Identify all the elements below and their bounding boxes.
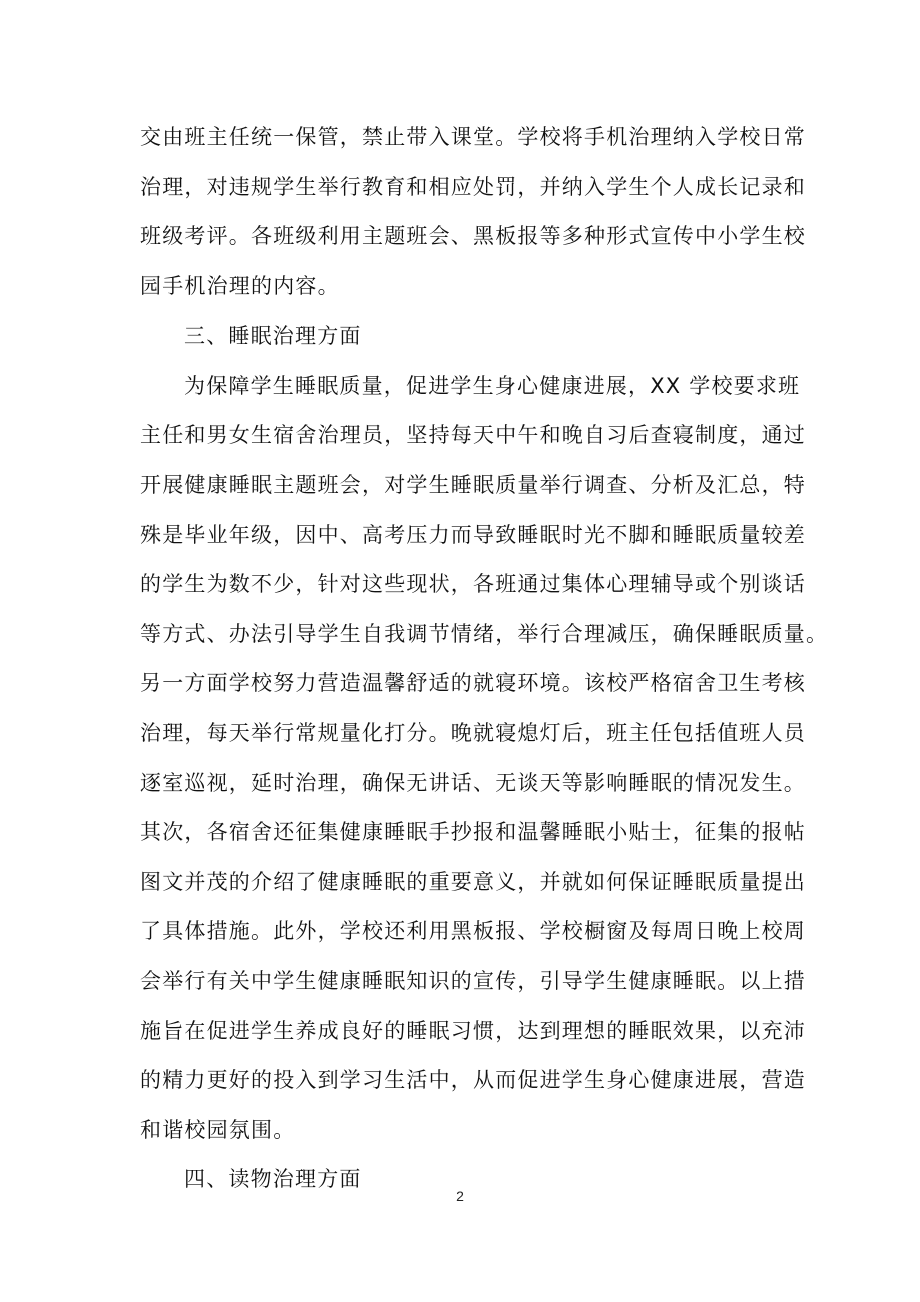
text-line: 交由班主任统一保管，禁止带入课堂。学校将手机治理纳入学校日常	[140, 125, 806, 149]
page-number: 2	[456, 1188, 464, 1204]
text-line: 会举行有关中学生健康睡眠知识的宣传，引导学生健康睡眠。以上措	[140, 969, 806, 993]
text-line: 殊是毕业年级，因中、高考压力而导致睡眠时光不脚和睡眠质量较差	[140, 523, 806, 547]
text-line: 逐室巡视，延时治理，确保无讲话、无谈天等影响睡眠的情况发生。	[140, 771, 806, 795]
text-line: 了具体措施。此外，学校还利用黑板报、学校橱窗及每周日晚上校周	[140, 919, 806, 943]
text-line: 治理，对违规学生举行教育和相应处罚，并纳入学生个人成长记录和	[140, 175, 806, 199]
text-line: 图文并茂的介绍了健康睡眠的重要意义，并就如何保证睡眠质量提出	[140, 870, 806, 894]
text-line: 园手机治理的内容。	[140, 274, 340, 298]
text-line: 班级考评。各班级利用主题班会、黑板报等多种形式宣传中小学生校	[140, 224, 806, 248]
text-line: 和谐校园氛围。	[140, 1118, 296, 1142]
section-heading-sleep: 三、睡眠治理方面	[184, 324, 362, 348]
text-line: 主任和男女生宿舍治理员，坚持每天中午和晚自习后查寝制度，通过	[140, 423, 806, 447]
text-line: 的精力更好的投入到学习生活中，从而促进学生身心健康进展，营造	[140, 1068, 806, 1092]
text-line: 为保障学生睡眠质量，促进学生身心健康进展，XX 学校要求班	[184, 374, 801, 398]
text-line: 等方式、办法引导学生自我调节情绪，举行合理减压，确保睡眠质量。	[140, 622, 829, 646]
text-line: 施旨在促进学生养成良好的睡眠习惯，达到理想的睡眠效果，以充沛	[140, 1019, 806, 1043]
text-line: 开展健康睡眠主题班会，对学生睡眠质量举行调查、分析及汇总，特	[140, 473, 806, 497]
text-line: 治理，每天举行常规量化打分。晚就寝熄灯后，班主任包括值班人员	[140, 721, 806, 745]
section-heading-reading: 四、读物治理方面	[184, 1167, 362, 1191]
text-line: 的学生为数不少，针对这些现状，各班通过集体心理辅导或个别谈话	[140, 572, 806, 596]
text-line: 另一方面学校努力营造温馨舒适的就寝环境。该校严格宿舍卫生考核	[140, 671, 806, 695]
text-line: 其次，各宿舍还征集健康睡眠手抄报和温馨睡眠小贴士，征集的报帖	[140, 820, 806, 844]
